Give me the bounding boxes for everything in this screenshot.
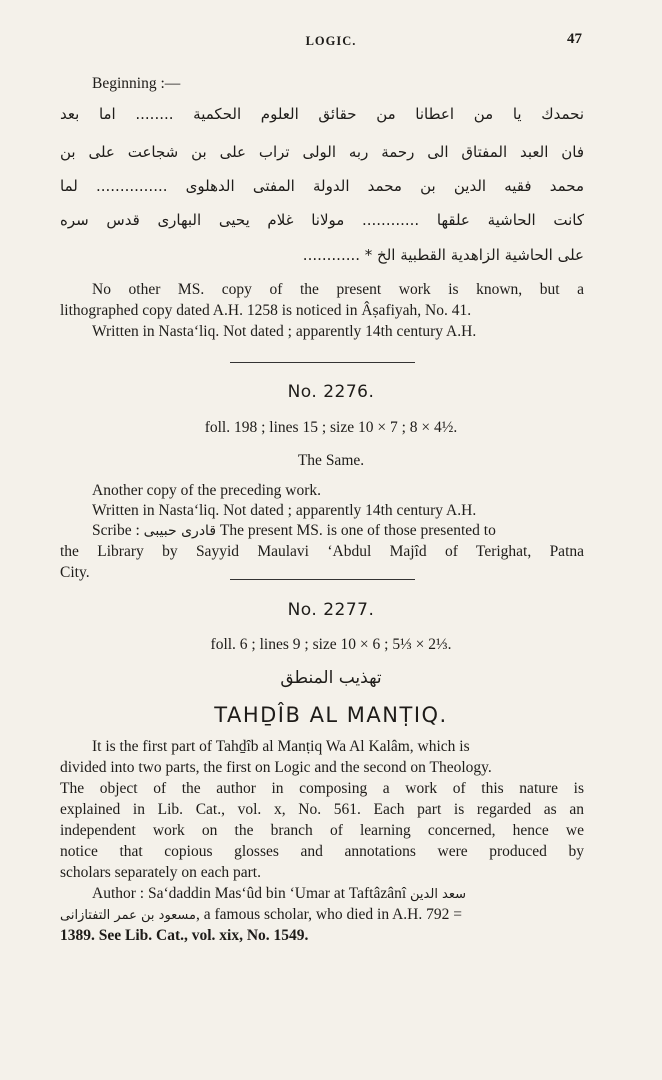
scribe-rest: The present MS. is one of those presented to xyxy=(219,522,496,539)
paragraph-line: No other MS. copy of the present work is known, but a xyxy=(92,281,584,298)
author-arabic-1: سعد الدین xyxy=(410,887,467,902)
paragraph-line: explained in Lib. Cat., vol. x, No. 561. Each part is regarded as an xyxy=(60,801,584,818)
author-arabic-2: مسعود بن عمر التفتازانی xyxy=(60,908,196,923)
scribe-line xyxy=(92,521,584,541)
divider-rule xyxy=(230,362,415,363)
scribe-arabic: قادری حبیبی xyxy=(143,523,217,539)
paragraph-line: It is the first part of Tahḏîb al Manṭiq Wa Al Kalâm, which is xyxy=(92,738,470,755)
paragraph-line: The object of the author in composing a work of this nature is xyxy=(60,780,584,797)
author-line xyxy=(92,884,584,905)
paragraph-line: the Library by Sayyid Maulavi ‘Abdul Majîd of Terighat, Patna xyxy=(60,543,584,560)
paragraph-line: Another copy of the preceding work. xyxy=(92,482,321,499)
final-line: 1389. See Lib. Cat., vol. xix, No. 1549. xyxy=(60,927,309,944)
author-rest: , a famous scholar, who died in A.H. 792 = xyxy=(196,906,462,923)
work-title: TAHḎÎB AL MANṬIQ. xyxy=(214,703,448,727)
folio-details: foll. 6 ; lines 9 ; size 10 × 6 ; 5⅓ × 2⅓. xyxy=(210,636,452,653)
arabic-line-1: نحمدك یا من اعطانا من حقائق العلوم الحكمیة ........ اما بعد xyxy=(60,105,584,123)
entry-number: No. 2276. xyxy=(287,382,375,402)
paragraph-line: Written in Nasta‘liq. Not dated ; apparently 14th century A.H. xyxy=(92,323,477,340)
beginning-label: Beginning :— xyxy=(92,75,181,92)
arabic-line-2: فان العبد المفتاق الی رحمة ربه الولی تراب علی بن شجاعت علی بن xyxy=(60,143,584,161)
paragraph-line: notice that copious glosses and annotations were produced by xyxy=(60,843,584,860)
divider-rule xyxy=(230,579,415,580)
page-number: 47 xyxy=(567,31,582,47)
paragraph-line: Written in Nasta‘liq. Not dated ; apparently 14th century A.H. xyxy=(92,502,477,519)
paragraph-line: lithographed copy dated A.H. 1258 is noticed in Âṣafiyah, No. 41. xyxy=(60,302,472,319)
author-label: Author : xyxy=(92,885,145,902)
entry-number: No. 2277. xyxy=(287,600,375,620)
running-header: LOGIC. xyxy=(305,34,357,48)
author-line-2 xyxy=(60,905,584,926)
arabic-line-3: محمد فقیه الدین بن محمد الدولة المفتی الدهلوی ............... لما xyxy=(60,177,584,195)
arabic-line-4: كانت الحاشیة علقها ............ مولانا غلام یحیی البهاری قدس سره xyxy=(60,211,584,229)
entry-title: The Same. xyxy=(297,452,365,469)
paragraph-line: scholars separately on each part. xyxy=(60,864,261,881)
arabic-title: تهذیب المنطق xyxy=(280,668,382,688)
scribe-label: Scribe : xyxy=(92,522,140,539)
paragraph-line: City. xyxy=(60,564,90,581)
paragraph-line: independent work on the branch of learning concerned, hence we xyxy=(60,822,584,839)
folio-details: foll. 198 ; lines 15 ; size 10 × 7 ; 8 × 4½. xyxy=(204,419,458,436)
author-name: Sa‘daddin Mas‘ûd bin ‘Umar at Taftâzânî xyxy=(147,885,407,902)
arabic-line-5: علی الحاشیة الزاهدیة القطبیة الخ * ............ xyxy=(302,246,584,264)
paragraph-line: divided into two parts, the first on Logic and the second on Theology. xyxy=(60,759,492,776)
